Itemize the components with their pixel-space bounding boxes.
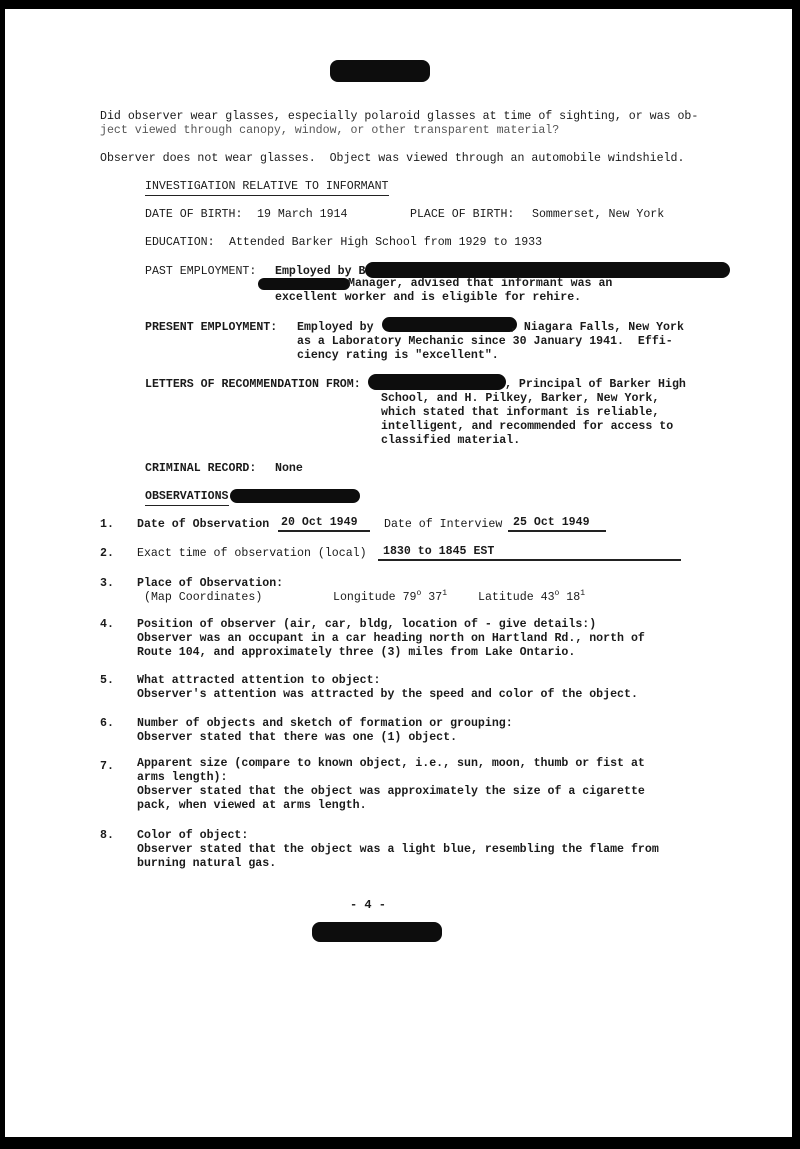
date-of-interview-value: 25 Oct 1949 [513,516,590,529]
education-label: EDUCATION: [145,236,215,249]
observations-heading: OBSERVATIONS [145,490,229,506]
color-answer-line1: Observer stated that the object was a light blue, resembling the flame from [137,843,659,856]
pob-label: PLACE OF BIRTH: [410,208,515,221]
investigation-heading: INVESTIGATION RELATIVE TO INFORMANT [145,180,389,196]
item-5-number: 5. [100,674,114,687]
present-employment-line2: as a Laboratory Mechanic since 30 January 1941. Effi- [297,335,673,348]
date-of-observation-label: Date of Observation [137,518,270,531]
exact-time-underline [378,559,681,561]
letters-line5: classified material. [381,434,521,447]
position-line1: Observer was an occupant in a car heading north on Hartland Rd., north of [137,632,645,645]
past-employment-line2: Manager, advised that informant was an [348,277,613,290]
position-label: Position of observer (air, car, bldg, location of - give details:) [137,618,597,631]
past-employment-label: PAST EMPLOYMENT: [145,265,257,278]
present-employment-line1a: Employed by [297,321,374,334]
scan-edge-left [0,0,5,1149]
redaction-present-employer [382,317,517,332]
scan-edge-top [0,0,800,9]
present-employment-line3: ciency rating is "excellent". [297,349,499,362]
dob-value: 19 March 1914 [257,208,348,221]
attention-label: What attracted attention to object: [137,674,381,687]
position-line2: Route 104, and approximately three (3) miles from Lake Ontario. [137,646,576,659]
glasses-answer: Observer does not wear glasses. Object was viewed through an automobile windshield. [100,152,685,165]
criminal-record-value: None [275,462,303,475]
glasses-question-line2: ject viewed through canopy, window, or other transparent material? [100,124,560,137]
color-label: Color of object: [137,829,249,842]
past-employment-line1: Employed by B [275,265,366,278]
item-3-number: 3. [100,577,114,590]
apparent-size-answer-line2: pack, when viewed at arms length. [137,799,367,812]
item-2-number: 2. [100,547,114,560]
apparent-size-label: Apparent size (compare to known object, i.e., sun, moon, thumb or fist at [137,757,645,770]
exact-time-label: Exact time of observation (local) [137,547,367,560]
longitude: Longitude 79$^o$ $37^1$ [333,589,447,604]
item-4-number: 4. [100,618,114,631]
date-of-interview-label: Date of Interview [384,518,503,531]
redaction-header [330,60,430,82]
letters-line3: which stated that informant is reliable, [381,406,660,419]
item-8-number: 8. [100,829,114,842]
redaction-footer [312,922,442,942]
scan-edge-bottom [0,1137,800,1149]
apparent-size-answer-line1: Observer stated that the object was approximately the size of a cigarette [137,785,645,798]
letters-label: LETTERS OF RECOMMENDATION FROM: [145,378,361,391]
item-7-number: 7. [100,760,114,773]
pob-value: Sommerset, New York [532,208,665,221]
apparent-size-label-cont: arms length): [137,771,228,784]
criminal-record-label: CRIMINAL RECORD: [145,462,257,475]
present-employment-line1b: , Niagara Falls, New York [510,321,684,334]
exact-time-value: 1830 to 1845 EST [383,545,495,558]
item-1-number: 1. [100,518,114,531]
present-employment-label: PRESENT EMPLOYMENT: [145,321,278,334]
attention-answer: Observer's attention was attracted by the speed and color of the object. [137,688,638,701]
scan-edge-right [792,0,800,1149]
item-6-number: 6. [100,717,114,730]
letters-line2: School, and H. Pilkey, Barker, New York, [381,392,660,405]
education-value: Attended Barker High School from 1929 to 1933 [229,236,543,249]
place-of-observation-label: Place of Observation: [137,577,284,590]
number-of-objects-answer: Observer stated that there was one (1) object. [137,731,458,744]
redaction-letter-writer [368,374,506,390]
past-employment-line3: excellent worker and is eligible for rehire. [275,291,582,304]
page-number: - 4 - [350,898,387,912]
date-of-interview-underline [508,530,606,532]
color-answer-line2: burning natural gas. [137,857,277,870]
dob-label: DATE OF BIRTH: [145,208,243,221]
letters-line1: , Principal of Barker High [505,378,686,391]
redaction-past-employer [365,262,730,278]
date-of-observation-value: 20 Oct 1949 [281,516,358,529]
number-of-objects-label: Number of objects and sketch of formation or grouping: [137,717,513,730]
redaction-past-manager [258,278,350,290]
redaction-observations [230,489,360,503]
glasses-question-line1: Did observer wear glasses, especially polaroid glasses at time of sighting, or was ob- [100,110,699,123]
letters-line4: intelligent, and recommended for access to [381,420,674,433]
map-coordinates-label: (Map Coordinates) [144,591,263,604]
date-of-observation-underline [278,530,370,532]
latitude: Latitude 43$^o$ $18^1$ [478,589,586,604]
